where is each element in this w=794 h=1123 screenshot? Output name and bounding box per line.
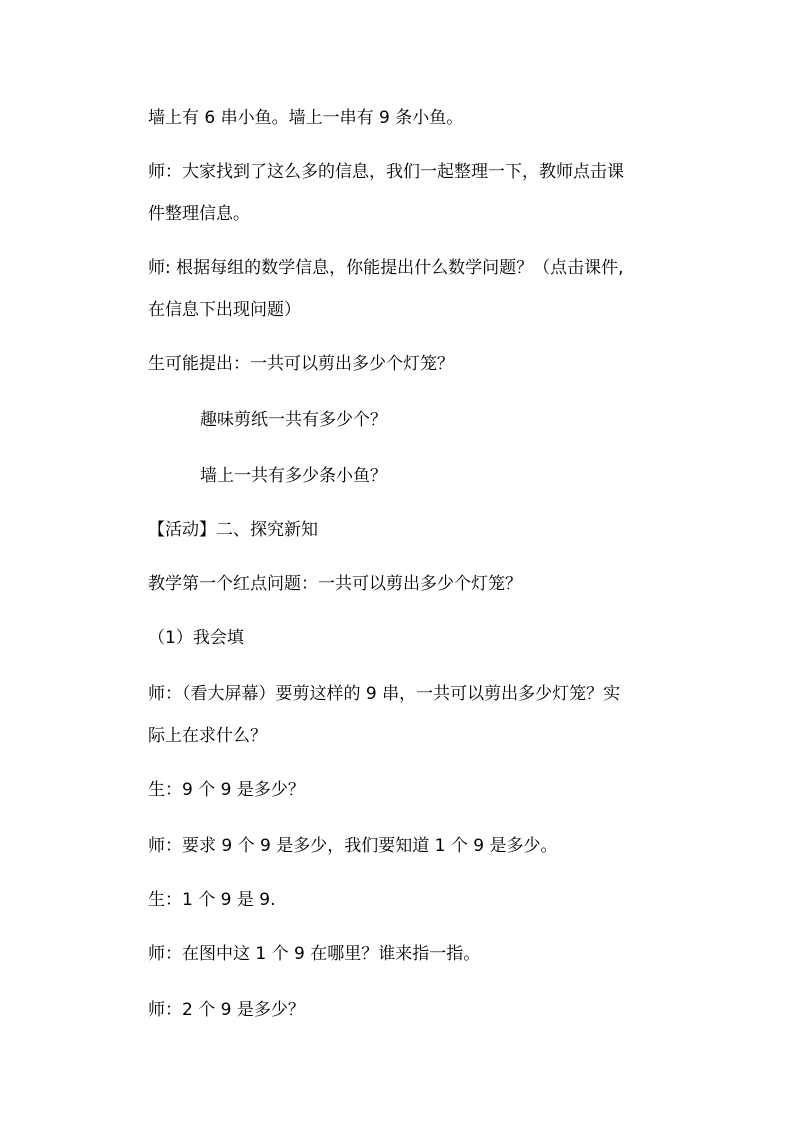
paragraph-teacher-big-screen: 师：（看大屏幕）要剪这样的 9 串，一共可以剪出多少灯笼？实	[148, 684, 621, 704]
paragraph-teacher-two-nines: 师：2 个 9 是多少？	[148, 1000, 305, 1020]
paragraph-teacher-organize-cont: 件整理信息。	[148, 204, 250, 224]
paragraph-fish-info: 墙上有 6 串小鱼。墙上一串有 9 条小鱼。	[148, 108, 464, 128]
section-heading-explore: 【活动】二、探究新知	[148, 520, 318, 540]
paragraph-teacher-question: 师: 根据每组的数学信息，你能提出什么数学问题？（点击课件,	[148, 258, 624, 278]
paragraph-teacher-big-screen-cont: 际上在求什么？	[148, 726, 267, 746]
paragraph-first-red-dot: 教学第一个红点问题：一共可以剪出多少个灯笼？	[148, 574, 522, 594]
paragraph-teacher-one-nine: 师：要求 9 个 9 是多少，我们要知道 1 个 9 是多少。	[148, 836, 558, 856]
paragraph-teacher-question-cont: 在信息下出现问题）	[148, 300, 301, 320]
subheading-fill-in: （1）我会填	[148, 628, 244, 648]
paragraph-teacher-organize: 师：大家找到了这么多的信息，我们一起整理一下，教师点击课	[148, 162, 624, 182]
paragraph-question-paper-cut: 趣味剪纸一共有多少个？	[200, 410, 387, 430]
paragraph-teacher-point: 师：在图中这 1 个 9 在哪里？谁来指一指。	[148, 944, 481, 964]
paragraph-question-fish: 墙上一共有多少条小鱼？	[200, 466, 387, 486]
paragraph-student-possible: 生可能提出：一共可以剪出多少个灯笼？	[148, 354, 454, 374]
paragraph-student-one-nine: 生：1 个 9 是 9.	[148, 890, 276, 910]
paragraph-student-nine-nines: 生：9 个 9 是多少？	[148, 780, 305, 800]
